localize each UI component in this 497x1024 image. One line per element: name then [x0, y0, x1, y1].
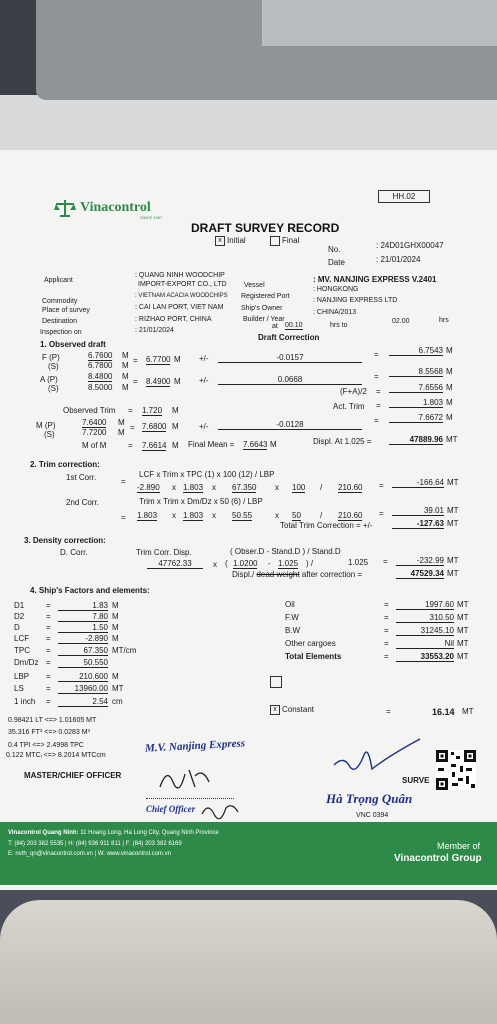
- element-value-4: 33553.20: [396, 652, 454, 662]
- owner-label: Ship's Owner: [241, 305, 283, 312]
- f-mean: 6.7700: [146, 355, 171, 364]
- footer-phone: T: (84) 203 382 5535 | H: (84) 936 911 811 | F: (84) 203 382 6169: [8, 841, 182, 847]
- conversion-3: 0.4 TPI <=> 2.4998 TPC: [8, 742, 84, 749]
- element-unit-1: MT: [457, 613, 469, 622]
- factor-label-7: LS: [14, 684, 24, 693]
- element-unit-2: MT: [457, 626, 469, 635]
- factor-label-2: D: [14, 623, 20, 632]
- second-50: 50: [292, 511, 301, 520]
- f-result: 6.7543: [389, 346, 443, 356]
- conversion-4: 0.122 MTCᵢ <=> 8.2014 MTCcm: [6, 752, 106, 759]
- ms-value: 7.7200: [82, 428, 107, 437]
- at-label: at: [272, 323, 278, 330]
- factor-label-0: D1: [14, 601, 25, 610]
- constant-checkbox[interactable]: x: [270, 705, 280, 715]
- signature-line: [146, 798, 234, 799]
- factor-label-6: LBP: [14, 672, 30, 681]
- factor-value-3: -2.890: [58, 634, 108, 644]
- master-label: MASTER/CHIEF OFFICER: [24, 771, 122, 780]
- fa2-label: (F+A)/2: [340, 387, 367, 396]
- second-corr-label: 2nd Corr.: [66, 498, 99, 507]
- survey-document: HH.02 Vinacontrol SINCE 1957 DRAFT SURVEY RECORD x Initial Final No. : 24D01GHX00047 Date : 21/01/2024 Applicant : QUANG NINH WOODCHIP IMPORT-EXPORT CO., LTD Commodity : VIETNAM ACACIA WOODCHIPS Place of survey : CAI LAN PORT, VIET NAM Destination : RIZHAO PORT, CHINA Inspection on : 21/01/2024 Vessel : MV. NANJING EXPRESS V.2401 Registered Port : HONGKONG Ship's Owner : NANJING EXPRESS LTD Builder / Year : CHINA/2013 at 00.10 hrs to 02.00 hrs 1. Observed draft Draft Correction F (P) (S) 6.7600 M 6.7800 M = 6.7700 M +/- -0.0157 = 6.7543 M A (P) (S) 8.4800 M 8.5000 M = 8.4900 M +/- 0.0668 = 8.5568 M (F+A)/2 = 7.6556 M Act. Trim = 1.803 M Observed Trim = 1.720 M M (P) (S) 7.6400 M 7.7200 M = 7.6800 M +/- -0.0128 = 7.6672 M M of M = 7.6614 M Final Mean = 7.6643 M Displ. At 1.025 = 47889.96 MT 2. Trim correction: 1st Corr. = LCF x Trim x TPC (1) x 100 (12) / LBP -2.890 x 1.803 x 67.350 x 100 / 210.60 = -166.64 MT 2nd Corr. = Trim x Trim x Dm/Dz x 50 (6) / LBP 1.803 x 1.803 x 50.55 x 50 / 210.60 = 39.01 MT Total Trim Correction = +/- -127.63 MT 3. Density correction: D. Corr. Trim Corr. Disp. ( Obser.D - Stand.D ) / Stand.D 47762.33 x ( 1.0200 - 1.025 ) / 1.025 = -232.99 MT Displ./ dead weight after correction = 47529.34 MT 4. Ship's Factors and elements: D1 = 1.83 M D2 = 7.80 M D = 1.50 M LCF = -2.890 M TPC = 67.350 MT/cm Dm/Dz = 50.550 LBP = 210.600 M LS = 13960.00 MT 1 inch = 2.54 cm Oil = 1997.60 MT F.W = 310.50 MT B.W = 31245.10 MT Other cargoes = Nil MT Total Elements = 33553.20 MT x Constant = 16.14 MT 0.98421 LT <=> 1.01605 MT 35.316 FT³ <=> 0.0283 M³ 0.4 TPI <=> 2.4998 TPC 0.122 MTCᵢ <=> 8.2014 MTCcm M.V. Nanjing Express MASTER/CHIEF OFFICER Chief Officer SURVE Hà Trọng Quân VNC 0394: [0, 150, 497, 890]
- final-checkbox[interactable]: [270, 236, 280, 246]
- final-option[interactable]: [270, 236, 299, 246]
- final-label: Final: [282, 236, 300, 246]
- f-pm: +/-: [199, 354, 209, 363]
- factor-unit-0: M: [112, 601, 119, 610]
- fp-label: F (P): [42, 353, 60, 362]
- m-mean: 7.6800: [142, 422, 167, 431]
- element-label-0: Oil: [285, 600, 295, 609]
- initial-label: Initial: [227, 236, 246, 246]
- factor-label-5: Dm/Dz: [14, 658, 39, 667]
- a-result: 8.5568: [389, 367, 443, 377]
- first-100: 100: [292, 483, 306, 492]
- element-equals-1: =: [384, 613, 389, 622]
- footer-email: E: nvth_qn@vinacontrol.com.vn | W: www.vinacontrol.com.vn: [8, 851, 171, 857]
- ap-label: A (P): [40, 375, 58, 384]
- second-dmdz: 50.55: [232, 511, 253, 520]
- factor-unit-1: M: [112, 612, 119, 621]
- hrs-label: hrs: [439, 317, 449, 324]
- element-unit-0: MT: [457, 600, 469, 609]
- commodity-value: : VIETNAM ACACIA WOODCHIPS: [135, 293, 228, 299]
- element-equals-4: =: [384, 652, 389, 661]
- applicant-label: Applicant: [44, 277, 73, 284]
- dead-weight-struck: dead weight: [256, 570, 300, 579]
- element-equals-2: =: [384, 626, 389, 635]
- brand-logo: [54, 198, 76, 223]
- no-value: : 24D01GHX00047: [376, 241, 444, 250]
- element-unit-3: MT: [457, 639, 469, 648]
- as-label: (S): [48, 384, 59, 393]
- mp-label: M (P): [36, 421, 56, 430]
- brand-name: Vinacontrol: [80, 200, 151, 215]
- act-trim-value: 1.803: [389, 398, 443, 408]
- element-value-0: 1997.60: [396, 600, 454, 610]
- commodity-label: Commodity: [42, 298, 78, 305]
- factor-equals-5: =: [46, 658, 51, 667]
- form-code: HH.02: [378, 190, 430, 203]
- factor-equals-6: =: [46, 672, 51, 681]
- first-tpc: 67.350: [232, 483, 257, 492]
- initial-checkbox[interactable]: x: [215, 236, 225, 246]
- element-value-1: 310.50: [396, 613, 454, 623]
- stand-d-value: 1.025: [278, 559, 299, 568]
- constant-unit: MT: [462, 707, 474, 716]
- builder-value: : CHINA/2013: [313, 309, 357, 316]
- applicant-value: : QUANG NINH WOODCHIP: [135, 272, 225, 279]
- surveyor-name: Hà Trọng Quân: [326, 791, 413, 806]
- to-value: 02.00: [392, 318, 410, 325]
- factor-label-8: 1 inch: [14, 697, 36, 706]
- displ-after-value: 47529.34: [396, 569, 444, 579]
- factor-equals-1: =: [46, 612, 51, 621]
- factor-label-3: LCF: [14, 634, 30, 643]
- a-corr: 0.0668: [218, 375, 362, 385]
- footer-group: Vinacontrol Group: [394, 853, 482, 864]
- inspection-label: Inspection on: [40, 329, 82, 336]
- first-lbp: 210.60: [338, 483, 363, 492]
- second-corr-header: Trim x Trim x Dm/Dz x 50 (6) / LBP: [139, 497, 263, 506]
- d-corr-label: D. Corr.: [60, 548, 88, 557]
- mp-value: 7.6400: [82, 418, 107, 427]
- element-label-1: F.W: [285, 613, 299, 622]
- vessel-value: : MV. NANJING EXPRESS V.2401: [313, 275, 437, 284]
- factor-label-1: D2: [14, 612, 25, 621]
- brand-since: SINCE 1957: [140, 215, 163, 220]
- section-factors: 4. Ship's Factors and elements:: [30, 586, 150, 595]
- master-signature-icon: [155, 762, 215, 797]
- laptop-keyboard: [262, 0, 497, 46]
- inspection-value: : 21/01/2024: [135, 327, 174, 334]
- factor-equals-4: =: [46, 646, 51, 655]
- second-lbp: 210.60: [338, 511, 363, 520]
- act-trim-label: Act. Trim: [333, 402, 365, 411]
- factor-value-2: 1.50: [58, 623, 108, 633]
- registered-label: Registered Port: [241, 293, 290, 300]
- displ-value: 47889.96: [389, 435, 443, 445]
- element-label-4: Total Elements: [285, 652, 342, 661]
- date-label: Date: [328, 258, 345, 267]
- fp-value: 6.7600: [88, 351, 113, 360]
- m-result: 7.6672: [389, 413, 443, 423]
- at-value: 00.10: [285, 322, 303, 329]
- registered-value: : HONGKONG: [313, 286, 359, 293]
- factor-value-1: 7.80: [58, 612, 108, 622]
- section-observed-draft: 1. Observed draft: [40, 340, 106, 349]
- stand-d2-value: 1.025: [348, 558, 369, 567]
- trim-corr-value: 47762.33: [147, 559, 203, 569]
- factor-value-5: 50.550: [58, 658, 108, 668]
- place-label: Place of survey: [42, 307, 90, 314]
- chief-officer-label: Chief Officer: [146, 804, 196, 814]
- trim-corr-disp-label: Trim Corr. Disp.: [136, 548, 192, 557]
- second-result: 39.01: [392, 506, 444, 516]
- obs-trim-value: 1.720: [142, 406, 163, 415]
- qr-code-icon: [436, 750, 476, 790]
- fa2-value: 7.6556: [389, 383, 443, 393]
- factor-unit-7: MT: [112, 684, 124, 693]
- factor-equals-7: =: [46, 684, 51, 693]
- second-trim-a: 1.803: [137, 511, 158, 520]
- document-footer: [0, 822, 497, 885]
- m-corr: -0.0128: [218, 420, 362, 430]
- destination-value: : RIZHAO PORT, CHINA: [135, 316, 212, 323]
- surveyor-label: SURVE: [402, 776, 430, 785]
- background-shirt: [0, 900, 497, 1024]
- surveyor-code: VNC 0394: [356, 812, 389, 819]
- total-trim-value: -127.63: [392, 519, 444, 529]
- owner-value: : NANJING EXPRESS LTD: [313, 297, 398, 304]
- element-equals-0: =: [384, 600, 389, 609]
- factor-unit-8: cm: [112, 697, 123, 706]
- final-mean-value: 7.6643: [243, 440, 268, 449]
- factor-unit-6: M: [112, 672, 119, 681]
- factor-equals-2: =: [46, 623, 51, 632]
- a-pm: +/-: [199, 376, 209, 385]
- obs-trim-label: Observed Trim: [63, 406, 116, 415]
- page-title: DRAFT SURVEY RECORD: [191, 221, 340, 235]
- element-equals-3: =: [384, 639, 389, 648]
- scale-logo-icon: [54, 198, 76, 218]
- footer-company: Vinacontrol Quang Ninh:: [8, 830, 79, 836]
- conversion-2: 35.316 FT³ <=> 0.0283 M³: [8, 729, 90, 736]
- obser-d-value: 1.0200: [233, 559, 258, 568]
- destination-label: Destination: [42, 318, 78, 325]
- applicant-value-2: IMPORT-EXPORT CO., LTD: [138, 281, 227, 288]
- displ-label: Displ. At 1.025 =: [313, 437, 372, 446]
- place-value: : CAI LAN PORT, VIET NAM: [135, 304, 224, 311]
- first-lcf: -2.890: [137, 483, 160, 492]
- ap-value: 8.4800: [88, 372, 113, 381]
- first-corr-label: 1st Corr.: [66, 473, 97, 482]
- total-trim-label: Total Trim Correction = +/-: [280, 521, 373, 530]
- draft-correction-label: Draft Correction: [258, 333, 320, 342]
- constant-label: Constant: [282, 705, 315, 715]
- f-corr: -0.0157: [218, 353, 362, 363]
- factor-label-4: TPC: [14, 646, 30, 655]
- fs-label: (S): [48, 362, 59, 371]
- ship-stamp: M.V. Nanjing Express: [144, 737, 246, 755]
- ms-label: (S): [44, 430, 55, 439]
- constant-value: 16.14: [432, 707, 455, 717]
- hrs-to-label: hrs to: [330, 322, 348, 329]
- factor-equals-8: =: [46, 697, 51, 706]
- factor-value-7: 13960.00: [58, 684, 108, 694]
- element-unit-4: MT: [457, 652, 469, 661]
- factor-equals-3: =: [46, 634, 51, 643]
- section-trim-correction: 2. Trim correction:: [30, 460, 100, 469]
- final-mean-label: Final Mean =: [188, 440, 235, 449]
- factor-value-0: 1.83: [58, 601, 108, 611]
- factor-unit-2: M: [112, 623, 119, 632]
- date-value: : 21/01/2024: [376, 255, 421, 264]
- factor-value-6: 210.600: [58, 672, 108, 682]
- vessel-label: Vessel: [244, 282, 265, 289]
- a-mean: 8.4900: [146, 377, 171, 386]
- mofm-value: 7.6614: [142, 441, 167, 450]
- displ-after-label: Displ./ dead weight after correction =: [232, 570, 363, 579]
- first-result: -166.64: [392, 478, 444, 488]
- initial-option[interactable]: [215, 236, 246, 246]
- density-formula-header: ( Obser.D - Stand.D ) / Stand.D: [230, 547, 341, 556]
- second-trim-b: 1.803: [183, 511, 204, 520]
- density-result: -232.99: [396, 556, 444, 566]
- constant-option[interactable]: [270, 705, 314, 715]
- element-value-2: 31245.10: [396, 626, 454, 636]
- fs-value: 6.7800: [88, 361, 113, 370]
- footer-member-of: Member of: [437, 841, 481, 851]
- m-pm: +/-: [199, 422, 209, 431]
- factor-unit-3: M: [112, 634, 119, 643]
- element-label-3: Other cargoes: [285, 639, 336, 648]
- section-density: 3. Density correction:: [24, 536, 106, 545]
- first-corr-header: LCF x Trim x TPC (1) x 100 (12) / LBP: [139, 470, 275, 479]
- element-label-2: B.W: [285, 626, 301, 635]
- no-label: No.: [328, 245, 341, 254]
- first-trim: 1.803: [183, 483, 204, 492]
- footer-address: Vinacontrol Quang Ninh: 11 Hoang Long, Ha Long City, Quang Ninh Province: [8, 830, 219, 836]
- as-value: 8.5000: [88, 383, 113, 392]
- factor-unit-4: MT/cm: [112, 646, 137, 655]
- factor-value-8: 2.54: [58, 697, 108, 707]
- mofm-label: M of M: [82, 441, 107, 450]
- blank-checkbox[interactable]: [270, 676, 282, 688]
- factor-value-4: 67.350: [58, 646, 108, 656]
- builder-label: Builder / Year: [243, 316, 285, 323]
- factor-equals-0: =: [46, 601, 51, 610]
- conversion-1: 0.98421 LT <=> 1.01605 MT: [8, 717, 97, 724]
- element-value-3: Nil: [396, 639, 454, 649]
